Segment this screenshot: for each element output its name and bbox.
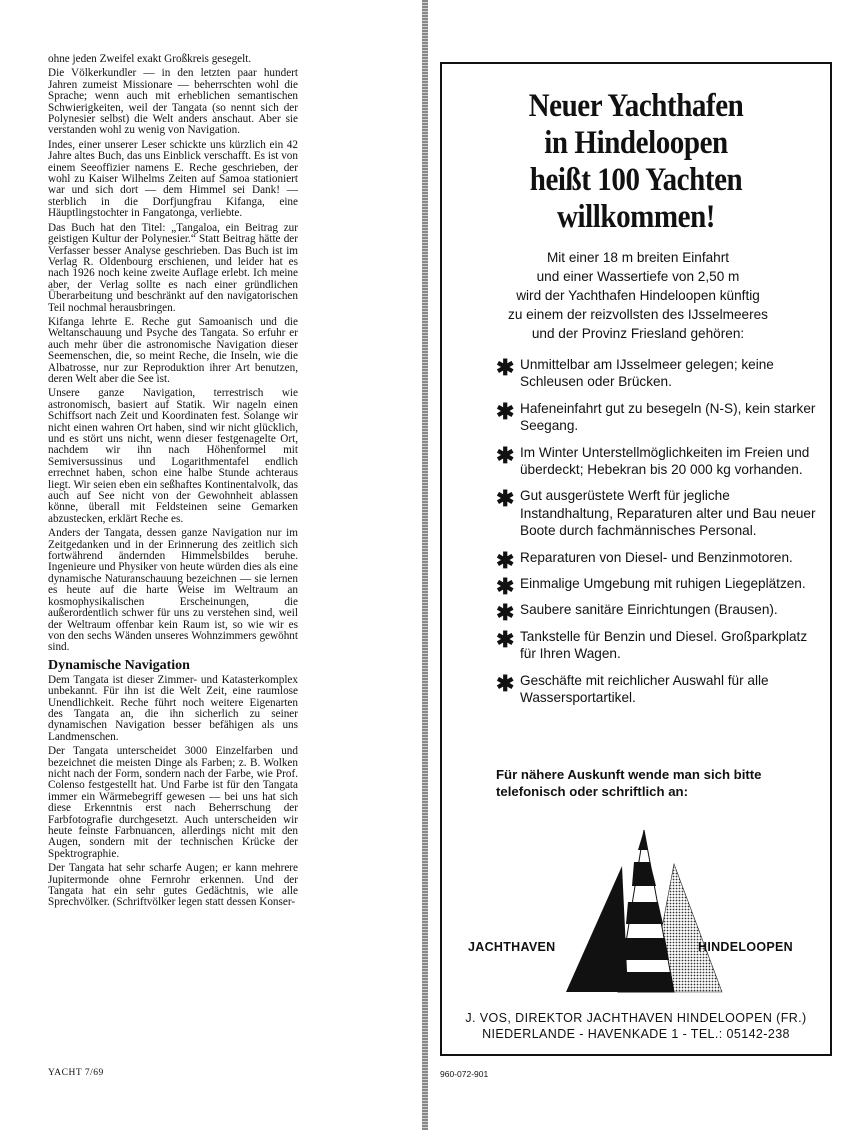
feature-text: Gut ausgerüstete Werft für jegliche Instandhaltung, Reparaturen alter und Bau neuer Boote durch fachmännisches Personal. [520,488,816,539]
contact-prompt [496,766,816,800]
feature-text: Hafeneinfahrt gut zu besegeln (N-S), kein starker Seegang. [520,400,816,434]
advertisement [440,62,832,1056]
feature-item [496,672,826,707]
ad-intro [452,248,824,343]
asterisk-icon: ✱ [496,547,515,573]
asterisk-icon: ✱ [496,442,515,468]
feature-item [496,487,826,539]
feature-item [496,356,826,391]
feature-text: Saubere sanitäre Einrichtungen (Brausen). [520,602,778,618]
article-paragraph: Indes, einer unserer Leser schickte uns kürzlich ein 42 Jahre altes Buch, das uns Einblick verschafft. Es ist von einem Seeoffizier namens E. Reche geschrieben, der wohl zu Kaiser Wilhelms Zeiten auf Samoa stationiert war und sich dort — dem Himmel sei Dank! — sterblich in die Dorfjungfrau Kifanga, eine Häuptlingstochter in Fangatonga, verliebte. [48,138,298,220]
contact-line: Für nähere Auskunft wende man sich bitte [496,767,762,782]
contact-line: telefonisch oder schriftlich an: [496,784,688,799]
article-paragraph: Anders der Tangata, dessen ganze Navigation nur im Zeitgedanken und in der Erinnerung des zeitlich sich fortwährend ändernden Himmelsbildes beruhe. Ingenieure und Physiker von heute würden dies als eine dynamische Naturanschauung bezeichnen — sie lernen es heute auf die harte Weise im Weltraum an kosmophysikalischen Erscheinungen, die außerordentlich schwer für uns zu verstehen sind, weil der Weltraum offenbar kein Raum ist, so wie wir es von den sechs Wänden unseres Wohnzimmers gewöhnt sind. [48,527,298,654]
asterisk-icon: ✱ [496,398,515,424]
article-column [48,54,298,912]
feature-text: Im Winter Unterstellmöglichkeiten im Freien und überdeckt; Hebekran bis 20 000 kg vorhanden. [520,444,810,478]
asterisk-icon: ✱ [496,355,515,380]
intro-line: und einer Wassertiefe von 2,50 m [536,269,740,284]
feature-item [496,444,826,479]
intro-line: und der Provinz Friesland gehören: [531,326,745,341]
article-body-part-2 [48,675,298,909]
headline-line: heißt 100 Yachten [529,162,743,198]
article-body-part-1 [48,54,298,654]
feature-text: Tankstelle für Benzin und Diesel. Großparkplatz für Ihren Wagen. [520,628,808,662]
ad-reference-code: 960-072-901 [440,1069,489,1079]
feature-item [496,547,826,573]
asterisk-icon: ✱ [496,600,515,626]
feature-text: Geschäfte mit reichlicher Auswahl für alle Wassersportartikel. [520,672,769,706]
feature-item [496,628,826,663]
page-footer: YACHT 7/69 [48,1068,104,1078]
feature-text: Einmalige Umgebung mit ruhigen Liegeplätzen. [520,576,806,592]
ad-headline [465,88,806,236]
sail-logo-icon [462,824,812,994]
binding-gutter [422,0,428,1130]
intro-line: Mit einer 18 m breiten Einfahrt [546,250,730,265]
asterisk-icon: ✱ [496,486,515,512]
intro-line: zu einem der reizvollsten des IJsselmeeres [508,307,768,322]
asterisk-icon: ✱ [496,574,515,600]
article-paragraph: Unsere ganze Navigation, terrestrisch wie astronomisch, basiert auf Statik. Wir nageln einen Schiffsort nach Zeit und Koordinaten fest. Solange wir nicht einen wahren Ort haben, sind wir nicht glücklich, und es stört uns nicht, wenn dieser festgenagelte Ort, nachdem wir ihn nach Höhenformel mit Semiversussinus und Logarithmentafel endlich errechnet haben, schon eine halbe Stunde achteraus liegt. Wir seien eben ein seßhaftes Kontinentalvolk, das auch auf See nicht von der Gewohnheit ablassen könne, überall mit Feldsteinen seine Gemarken abzustecken, erklärt Reche es. [48,387,298,525]
feature-item [496,400,826,435]
article-subheading: Dynamische Navigation [48,657,190,673]
feature-text: Unmittelbar am IJsselmeer gelegen; keine Schleusen oder Brücken. [520,357,774,390]
feature-item [496,600,826,626]
logo-word-right: HINDELOOPEN [698,940,793,954]
article-paragraph: Kifanga lehrte E. Reche gut Samoanisch und die Weltanschauung und Psyche des Tangata. So erfuhr er auch mehr über die astronomische Navigation dieser Seemenschen, die, so meint Reche, die Inseln, wie die Albatrosse, nur zur Reproduktion ihrer Art benutzen, deren Welt aber die See ist. [48,315,298,385]
address-line: J. VOS, DIREKTOR JACHTHAVEN HINDELOOPEN (FR.) [465,1011,807,1025]
asterisk-icon: ✱ [496,670,515,696]
feature-list [496,356,826,716]
headline-line: Neuer Yachthafen [528,88,744,124]
article-paragraph: Die Völkerkundler — in den letzten paar hundert Jahren zumeist Missionare — beherrschten wohl die Sprache; wenn auch mit erheblichen semantischen Schwierigkeiten, weil der Tangata (so nennt sich der Polynesier selbst) die Welt anders anschaut. Aber sie verstanden wohl zu wenig von Navigation. [48,67,298,137]
asterisk-icon: ✱ [496,626,515,652]
ad-address [442,1010,830,1042]
headline-line: in Hindeloopen [544,125,728,161]
intro-line: wird der Yachthafen Hindeloopen künftig [516,288,760,303]
article-paragraph: Der Tangata unterscheidet 3000 Einzelfarben und bezeichnet die meisten Dinge als Farben; z. B. Wolken nicht nach der Form, sondern nach der Farbe, wie Prof. Colenso festgestellt hat. Und Farbe ist für den Tangata immer ein Wärmebegriff gewesen — bei uns hat sich diese Erkenntnis erst nach Beherrschung der Farbfotografie durchgesetzt. Auch unterscheiden wir heute feinste Farbnuancen, allerdings nicht mit den Augen, sondern mit der technischen Krücke der Spektrographie. [48,745,298,860]
article-paragraph: Dem Tangata ist dieser Zimmer- und Katasterkomplex unbekannt. Für ihn ist die Welt Zeit, eine raumlose Unendlichkeit. Reche führt noch weitere Eigenarten des Tangata an, die ihn sicherlich zu seiner dynamischen Navigation besser befähigen als uns Landmenschen. [48,673,298,743]
article-paragraph: Der Tangata hat sehr scharfe Augen; er kann mehrere Jupitermonde ohne Fernrohr erkennen. Und der Tangata hat ein sehr gutes Gedächtnis, wie alle Sprechvölker. (Schriftvölker legen statt dessen Konser- [48,862,298,909]
article-paragraph: Das Buch hat den Titel: „Tangaloa, ein Beitrag zur geistigen Kultur der Polynesier.“ Statt Beitrag hätte der Verfasser besser Analyse geschrieben. Das Buch ist im Verlag R. Oldenbourg erschienen, und leider hat es nach 1926 noch keine zweite Auflage erlebt. Ich meine aber, der Verlag sollte es nach einer gründlichen Überarbeitung und beschränkt auf den navigatorischen Teil nochmal herausbringen. [48,221,298,314]
article-paragraph: ohne jeden Zweifel exakt Großkreis gesegelt. [48,53,252,65]
feature-item [496,574,826,600]
logo-word-left: JACHTHAVEN [468,940,556,954]
headline-line: willkommen! [556,199,716,235]
black-sail [566,866,628,992]
feature-text: Reparaturen von Diesel- und Benzinmotoren. [520,549,793,565]
address-line: NIEDERLANDE - HAVENKADE 1 - TEL.: 05142-238 [482,1027,790,1041]
